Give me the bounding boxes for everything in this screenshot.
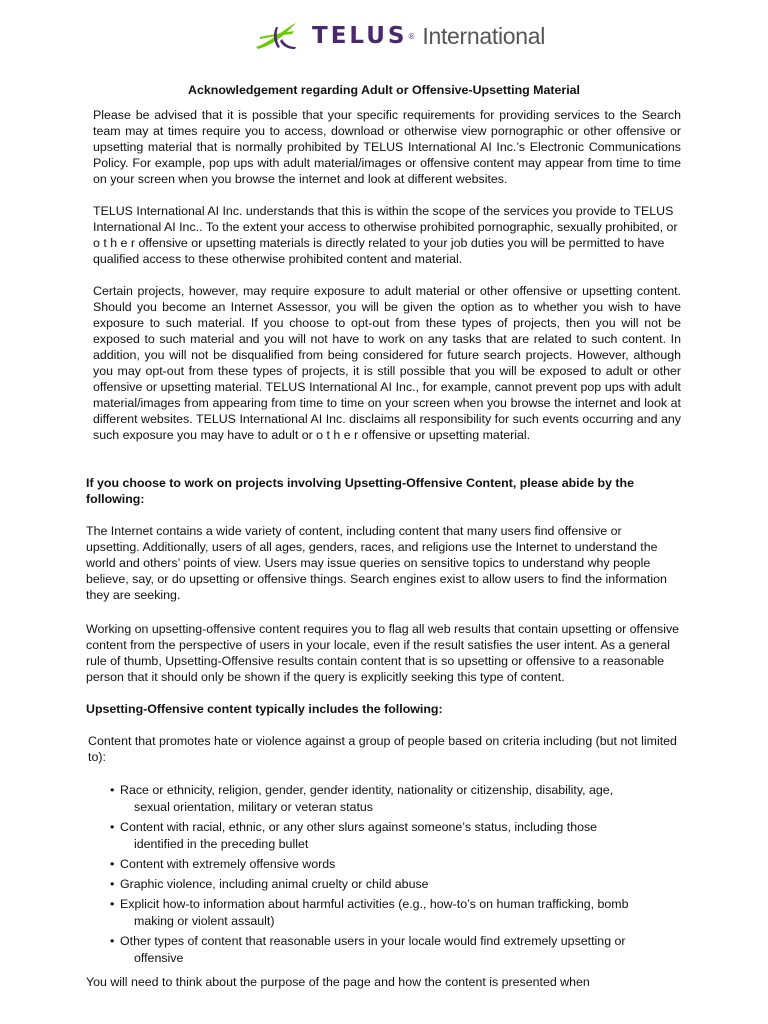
offensive-content-list (110, 782, 670, 970)
telus-international-logo (252, 18, 545, 54)
list-item: • Graphic violence, including animal cruelty or child abuse (110, 877, 429, 891)
heading-includes: Upsetting-Offensive content typically includes the following: (86, 702, 443, 716)
list-item: • Other types of content that reasonable users in your locale would find extremely upsetting or offensive (110, 934, 626, 965)
telus-leaf-icon (252, 19, 306, 53)
paragraph-advisory: Please be advised that it is possible that your specific requirements for providing services to the Search team may at times require you to access, download or otherwise view pornographic or other offensive or upsetting material that is normally prohibited by TELUS International AI Inc.’s Electronic Communications Policy. For example, pop ups with adult material/images or offensive content may appear from time to time on your screen when you browse the internet and look at different websites. (93, 108, 681, 186)
logo-suffix: International (422, 22, 546, 49)
list-item: • Content with extremely offensive words (110, 857, 336, 871)
paragraph-internet-content: The Internet contains a wide variety of content, including content that many users find offensive or upsetting. Additionally, users of all ages, genders, races, and religions use the Internet to understand the world and others’ points of view. Users may issue queries on sensitive topics to understand why people believe, say, or do upsetting or offensive things. Search engines exist to allow users to find the information they are seeking. (86, 524, 667, 602)
heading-abide: If you choose to work on projects involving Upsetting-Offensive Content, please abide by the following: (86, 476, 635, 506)
paragraph-purpose: You will need to think about the purpose of the page and how the content is presented when (86, 975, 590, 989)
paragraph-opt-out: Certain projects, however, may require exposure to adult material or other offensive or upsetting content. Should you become an Internet Assessor, you will be given the option as to whether you wish to have exposure to such material. If you choose to opt-out from these types of projects, then you will not be exposed to such material and you will not have to work on any tasks that are related to such content. In addition, you will not be disqualified from being considered for future search projects. However, although you may opt-out from these types of projects, it is still possible that you will be exposed to adult or other offensive or upsetting material. TELUS International AI Inc., for example, cannot prevent pop ups with adult material/images from appearing from time to time on your screen when you browse the internet and look at different websites. TELUS International AI Inc. disclaims all responsibility for such events occurring and any such exposure you may have to adult or o t h e r offensive or upsetting material. (93, 284, 681, 442)
list-item: • Explicit how-to information about harmful activities (e.g., how-to’s on human trafficking, bomb making or violent assault) (110, 897, 629, 928)
paragraph-flagging: Working on upsetting-offensive content requires you to flag all web results that contain upsetting or offensive content from the perspective of users in your locale, even if the result satisfies the user intent. As a general rule of thumb, Upsetting-Offensive results contain content that is so upsetting or offensive to a reasonable person that it should only be shown if the query is explicitly seeking this type of content. (86, 622, 680, 684)
list-item: • Race or ethnicity, religion, gender, gender identity, nationality or citizenship, disability, age, sexual orientation, military or veteran status (110, 783, 614, 814)
logo-registered-mark: ® (408, 31, 415, 41)
list-item: • Content with racial, ethnic, or any other slurs against someone’s status, including those identified in the preceding bullet (110, 820, 598, 851)
paragraph-hate-criteria: Content that promotes hate or violence against a group of people based on criteria including (but not limited to): (88, 734, 677, 764)
document-title: Acknowledgement regarding Adult or Offensive-Upsetting Material (188, 83, 580, 97)
logo-brand: TELUS (312, 23, 408, 49)
paragraph-scope: TELUS International AI Inc. understands that this is within the scope of the services you provide to TELUS International AI Inc.. To the extent your access to otherwise prohibited pornographic, sexually prohibited, or o t h e r offensive or upsetting materials is directly related to your job duties you will be permitted to have qualified access to these otherwise prohibited content and material. (93, 204, 678, 266)
